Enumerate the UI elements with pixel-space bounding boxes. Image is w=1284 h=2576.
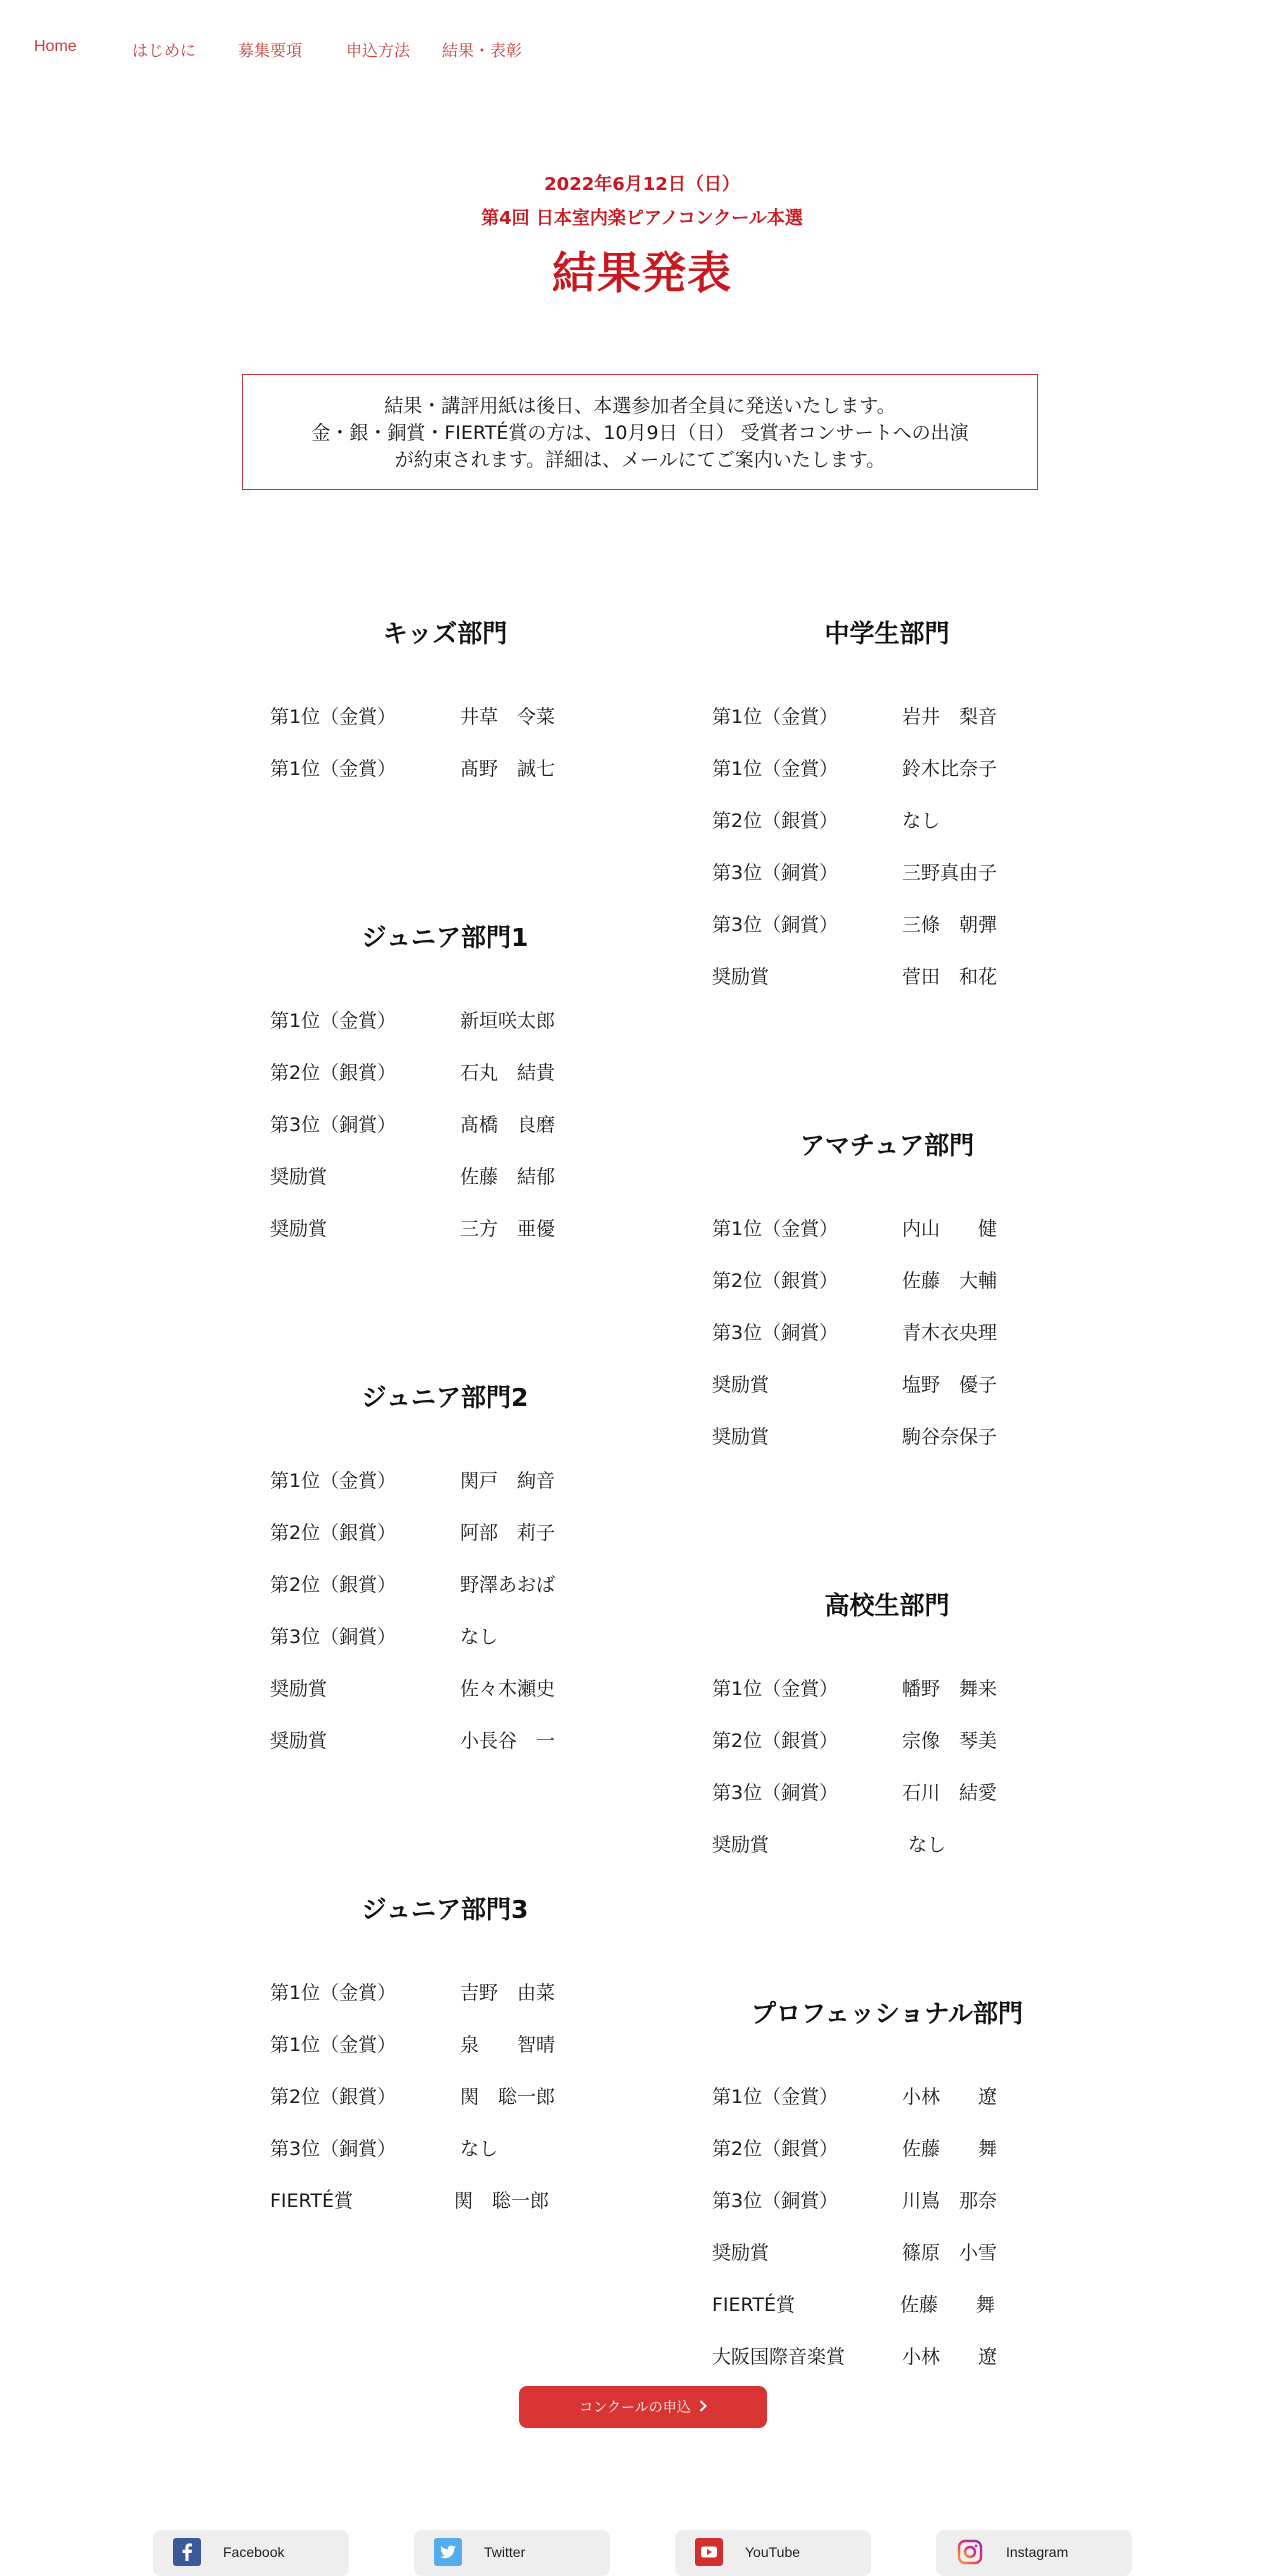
- facebook-icon: [173, 2538, 201, 2566]
- prize-label: 奨励賞: [712, 2242, 770, 2264]
- chevron-right-icon: [699, 2399, 707, 2415]
- winner-name: 佐藤 舞: [900, 2294, 996, 2316]
- prize-label: 第3位（銅賞）: [712, 862, 839, 884]
- winner-name: 小長谷 一: [460, 1730, 556, 1752]
- prize-label: 奨励賞: [712, 966, 770, 988]
- prize-label: 第1位（金賞）: [270, 1010, 397, 1032]
- result-row: [270, 2132, 640, 2184]
- winner-name: 井草 令菜: [460, 706, 556, 728]
- result-row: [712, 1316, 1082, 1368]
- prize-label: 第2位（銀賞）: [270, 2086, 397, 2108]
- winner-name: なし: [460, 2138, 499, 2160]
- result-row: [712, 908, 1082, 960]
- winner-name: なし: [902, 1834, 947, 1856]
- instagram-link[interactable]: [936, 2530, 1132, 2576]
- prize-label: 第3位（銅賞）: [270, 1114, 397, 1136]
- result-row: [270, 1056, 640, 1108]
- prize-label: 奨励賞: [712, 1834, 770, 1856]
- result-row: [712, 1828, 1082, 1880]
- prize-label: 第1位（金賞）: [270, 2034, 397, 2056]
- winner-name: 佐藤 結郁: [460, 1166, 556, 1188]
- prize-label: 第2位（銀賞）: [712, 1270, 839, 1292]
- prize-label: 第3位（銅賞）: [712, 2190, 839, 2212]
- facebook-label: Facebook: [223, 2544, 285, 2560]
- department-title: 中学生部門: [824, 619, 950, 648]
- result-row: [270, 1976, 640, 2028]
- result-row: [270, 1004, 640, 1056]
- result-row: [712, 2184, 1082, 2236]
- youtube-link[interactable]: [675, 2530, 871, 2576]
- department-title: 高校生部門: [824, 1591, 950, 1620]
- winner-name: 三方 亜優: [460, 1218, 556, 1240]
- prize-label: 第3位（銅賞）: [712, 1782, 839, 1804]
- prize-label: 奨励賞: [712, 1374, 770, 1396]
- winner-name: 三野真由子: [902, 862, 998, 884]
- department-high-school: [712, 1584, 1082, 1880]
- result-row: [712, 1368, 1082, 1420]
- winner-name: 石丸 結貴: [460, 1062, 556, 1084]
- winner-name: 佐藤 舞: [902, 2138, 998, 2160]
- winner-name: なし: [460, 1626, 499, 1648]
- results-column-right: [712, 612, 1082, 2392]
- result-row: [712, 856, 1082, 908]
- winner-name: 阿部 莉子: [460, 1522, 556, 1544]
- result-row: [712, 1672, 1082, 1724]
- prize-label: 第2位（銀賞）: [270, 1574, 397, 1596]
- result-row: [712, 1420, 1082, 1472]
- department-title: ジュニア部門2: [361, 1383, 529, 1412]
- twitter-icon: [434, 2538, 462, 2566]
- result-row: [270, 1464, 640, 1516]
- winner-name: 関戸 絢音: [460, 1470, 556, 1492]
- winner-name: なし: [902, 810, 941, 832]
- prize-label: FIERTÉ賞: [712, 2294, 795, 2316]
- notice-line: 金・銀・銅賞・FIERTÉ賞の方は、10月9日（日） 受賞者コンサートへの出演: [311, 422, 969, 444]
- prize-label: 第1位（金賞）: [270, 1982, 397, 2004]
- prize-label: 第2位（銀賞）: [270, 1062, 397, 1084]
- social-links: [0, 2530, 1284, 2568]
- twitter-link[interactable]: [414, 2530, 610, 2576]
- notice-line: が約束されます。詳細は、メールにてご案内いたします。: [394, 449, 886, 471]
- result-row: [712, 804, 1082, 856]
- prize-label: 奨励賞: [270, 1678, 328, 1700]
- prize-label: 奨励賞: [270, 1730, 328, 1752]
- result-row: [270, 2080, 640, 2132]
- winner-name: 塩野 優子: [902, 1374, 998, 1396]
- result-row: [270, 1620, 640, 1672]
- winner-name: 鈴木比奈子: [902, 758, 998, 780]
- youtube-label: YouTube: [745, 2544, 801, 2560]
- result-row: [712, 2132, 1082, 2184]
- prize-label: 第1位（金賞）: [712, 1218, 839, 1240]
- prize-label: 第3位（銅賞）: [270, 2138, 397, 2160]
- winner-name: 髙野 誠七: [460, 758, 556, 780]
- winner-name: 岩井 梨音: [902, 706, 998, 728]
- instagram-icon: [956, 2538, 984, 2566]
- winner-name: 髙橋 良磨: [460, 1114, 556, 1136]
- department-junior-high: [712, 612, 1082, 1012]
- page-title: 結果発表: [552, 248, 732, 299]
- nav-guidelines[interactable]: 募集要項: [238, 43, 303, 60]
- result-row: [712, 700, 1082, 752]
- winner-name: 佐藤 大輔: [902, 1270, 998, 1292]
- department-junior-3: [270, 1888, 640, 2236]
- result-row: [270, 2028, 640, 2080]
- result-row: [270, 700, 640, 752]
- nav-home[interactable]: Home: [34, 38, 77, 55]
- top-navigation: [0, 38, 1284, 62]
- winner-name: 吉野 由菜: [460, 1982, 556, 2004]
- winner-name: 佐々木瀬史: [460, 1678, 556, 1700]
- winner-name: 宗像 琴美: [902, 1730, 998, 1752]
- prize-label: 奨励賞: [270, 1166, 328, 1188]
- nav-results[interactable]: 結果・表彰: [442, 43, 523, 60]
- prize-label: 第3位（銅賞）: [712, 1322, 839, 1344]
- result-row: [712, 752, 1082, 804]
- winner-name: 駒谷奈保子: [902, 1426, 998, 1448]
- prize-label: 第1位（金賞）: [712, 758, 839, 780]
- winner-name: 泉 智晴: [460, 2034, 556, 2056]
- apply-button-label: コンクールの申込: [579, 2399, 691, 2415]
- result-row: [270, 1672, 640, 1724]
- result-row: [712, 1724, 1082, 1776]
- event-subtitle: 第4回 日本室内楽ピアノコンクール本選: [481, 208, 803, 229]
- result-row: [712, 2340, 1082, 2392]
- prize-label: 第1位（金賞）: [712, 706, 839, 728]
- winner-name: 篠原 小雪: [902, 2242, 998, 2264]
- result-row: [270, 2184, 640, 2236]
- apply-contest-button[interactable]: [519, 2386, 767, 2428]
- facebook-link[interactable]: [153, 2530, 349, 2576]
- hero-header: [0, 170, 1284, 304]
- winner-name: 小林 遼: [902, 2086, 998, 2108]
- prize-label: FIERTÉ賞: [270, 2190, 353, 2212]
- prize-label: 第2位（銀賞）: [712, 810, 839, 832]
- result-row: [712, 960, 1082, 1012]
- department-title: アマチュア部門: [799, 1131, 975, 1160]
- prize-label: 第1位（金賞）: [712, 2086, 839, 2108]
- result-row: [712, 2080, 1082, 2132]
- department-professional: [712, 1992, 1082, 2392]
- prize-label: 第3位（銅賞）: [270, 1626, 397, 1648]
- youtube-icon: [695, 2538, 723, 2566]
- nav-how-to-apply[interactable]: 申込方法: [346, 43, 411, 60]
- winner-name: 青木衣央理: [902, 1322, 998, 1344]
- department-title: プロフェッショナル部門: [750, 1999, 1023, 2028]
- result-row: [712, 1776, 1082, 1828]
- winner-name: 幡野 舞来: [902, 1678, 998, 1700]
- twitter-label: Twitter: [484, 2544, 526, 2560]
- department-junior-2: [270, 1376, 640, 1776]
- result-row: [270, 1516, 640, 1568]
- event-date: 2022年6月12日（日）: [544, 174, 740, 195]
- result-row: [270, 752, 640, 804]
- prize-label: 第1位（金賞）: [270, 706, 397, 728]
- prize-label: 大阪国際音楽賞: [712, 2346, 846, 2368]
- department-kids: [270, 612, 640, 804]
- result-row: [712, 1264, 1082, 1316]
- result-row: [270, 1108, 640, 1160]
- result-row: [270, 1568, 640, 1620]
- prize-label: 第2位（銀賞）: [712, 1730, 839, 1752]
- prize-label: 奨励賞: [270, 1218, 328, 1240]
- result-row: [712, 2236, 1082, 2288]
- instagram-label: Instagram: [1006, 2544, 1069, 2560]
- nav-introduction[interactable]: はじめに: [132, 43, 197, 60]
- result-row: [712, 1212, 1082, 1264]
- winner-name: 小林 遼: [902, 2346, 998, 2368]
- prize-label: 第1位（金賞）: [712, 1678, 839, 1700]
- result-row: [712, 2288, 1082, 2340]
- winner-name: 野澤あおば: [460, 1574, 556, 1596]
- prize-label: 第3位（銅賞）: [712, 914, 839, 936]
- winner-name: 石川 結愛: [902, 1782, 998, 1804]
- department-title: ジュニア部門1: [361, 923, 529, 952]
- prize-label: 第1位（金賞）: [270, 1470, 397, 1492]
- department-title: ジュニア部門3: [361, 1895, 529, 1924]
- prize-label: 奨励賞: [712, 1426, 770, 1448]
- result-row: [270, 1724, 640, 1776]
- result-row: [270, 1160, 640, 1212]
- winner-name: 三條 朝彈: [902, 914, 998, 936]
- winner-name: 新垣咲太郎: [460, 1010, 556, 1032]
- notice-line: 結果・講評用紙は後日、本選参加者全員に発送いたします。: [384, 395, 896, 417]
- notice-box: [242, 374, 1038, 490]
- prize-label: 第2位（銀賞）: [270, 1522, 397, 1544]
- winner-name: 関 聡一郎: [454, 2190, 550, 2212]
- result-row: [270, 1212, 640, 1264]
- winner-name: 川嶌 那奈: [902, 2190, 998, 2212]
- prize-label: 第2位（銀賞）: [712, 2138, 839, 2160]
- department-amateur: [712, 1124, 1082, 1472]
- prize-label: 第1位（金賞）: [270, 758, 397, 780]
- department-title: キッズ部門: [382, 619, 508, 648]
- winner-name: 関 聡一郎: [460, 2086, 556, 2108]
- department-junior-1: [270, 916, 640, 1264]
- winner-name: 内山 健: [902, 1218, 998, 1240]
- winner-name: 菅田 和花: [902, 966, 998, 988]
- results-column-left: [270, 612, 640, 2236]
